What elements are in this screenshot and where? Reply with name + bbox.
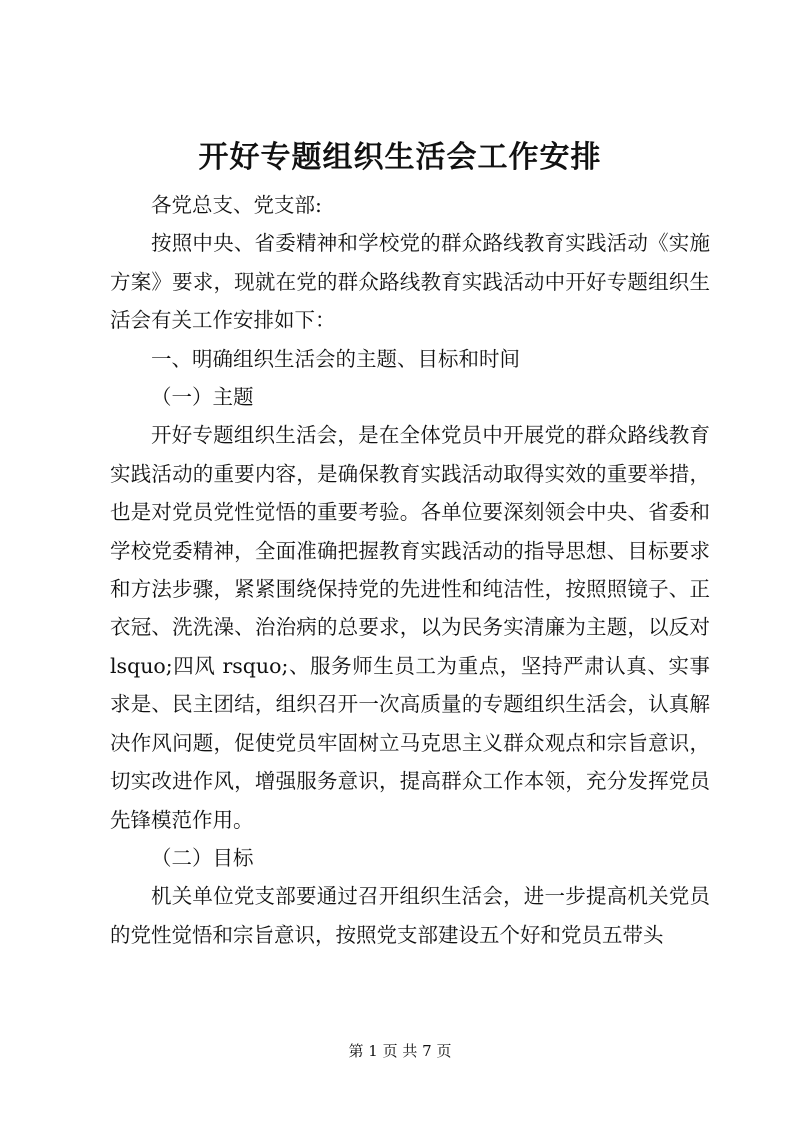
subsection-heading-goal: （二）目标 (151, 845, 254, 870)
document-title: 开好专题组织生活会工作安排 (198, 140, 602, 175)
theme-paragraph: 开好专题组织生活会，是在全体党员中开展党的群众路线教育实践活动的重要内容，是确保教育实践活动取得实效的重要举措，也是对党员党性觉悟的重要考验。各单位要深刻领会中央、省委和学校党委精神，全面准确把握教育实践活动的指导思想、目标要求和方法步骤，紧紧围绕保持党的先进性和纯洁性，按照照镜子、正衣冠、洗洗澡、治治病的总要求，以为民务实清廉为主题，以反对 lsquo;四风 rsquo;、服务师生员工为重点，坚持严肃认真、实事求是、民主团结，组织召开一次高质量的专题组织生活会，认真解决作风问题，促使党员牢固树立马克思主义群众观点和宗旨意识，切实改进作风，增强服务意识，提高群众工作本领，充分发挥党员先锋模范作用。 (110, 423, 710, 832)
section-heading: 一、明确组织生活会的主题、目标和时间 (151, 346, 520, 371)
document-body (110, 186, 710, 954)
page-footer: 第 1 页 共 7 页 (348, 1042, 452, 1060)
salutation: 各党总支、党支部: (151, 193, 322, 217)
goal-paragraph: 机关单位党支部要通过召开组织生活会，进一步提高机关党员的党性觉悟和宗旨意识，按照党支部建设五个好和党员五带头 (110, 884, 710, 947)
subsection-heading-theme: （一）主题 (151, 385, 254, 410)
intro-paragraph: 按照中央、省委精神和学校党的群众路线教育实践活动《实施方案》要求，现就在党的群众路线教育实践活动中开好专题组织生活会有关工作安排如下： (110, 231, 710, 333)
